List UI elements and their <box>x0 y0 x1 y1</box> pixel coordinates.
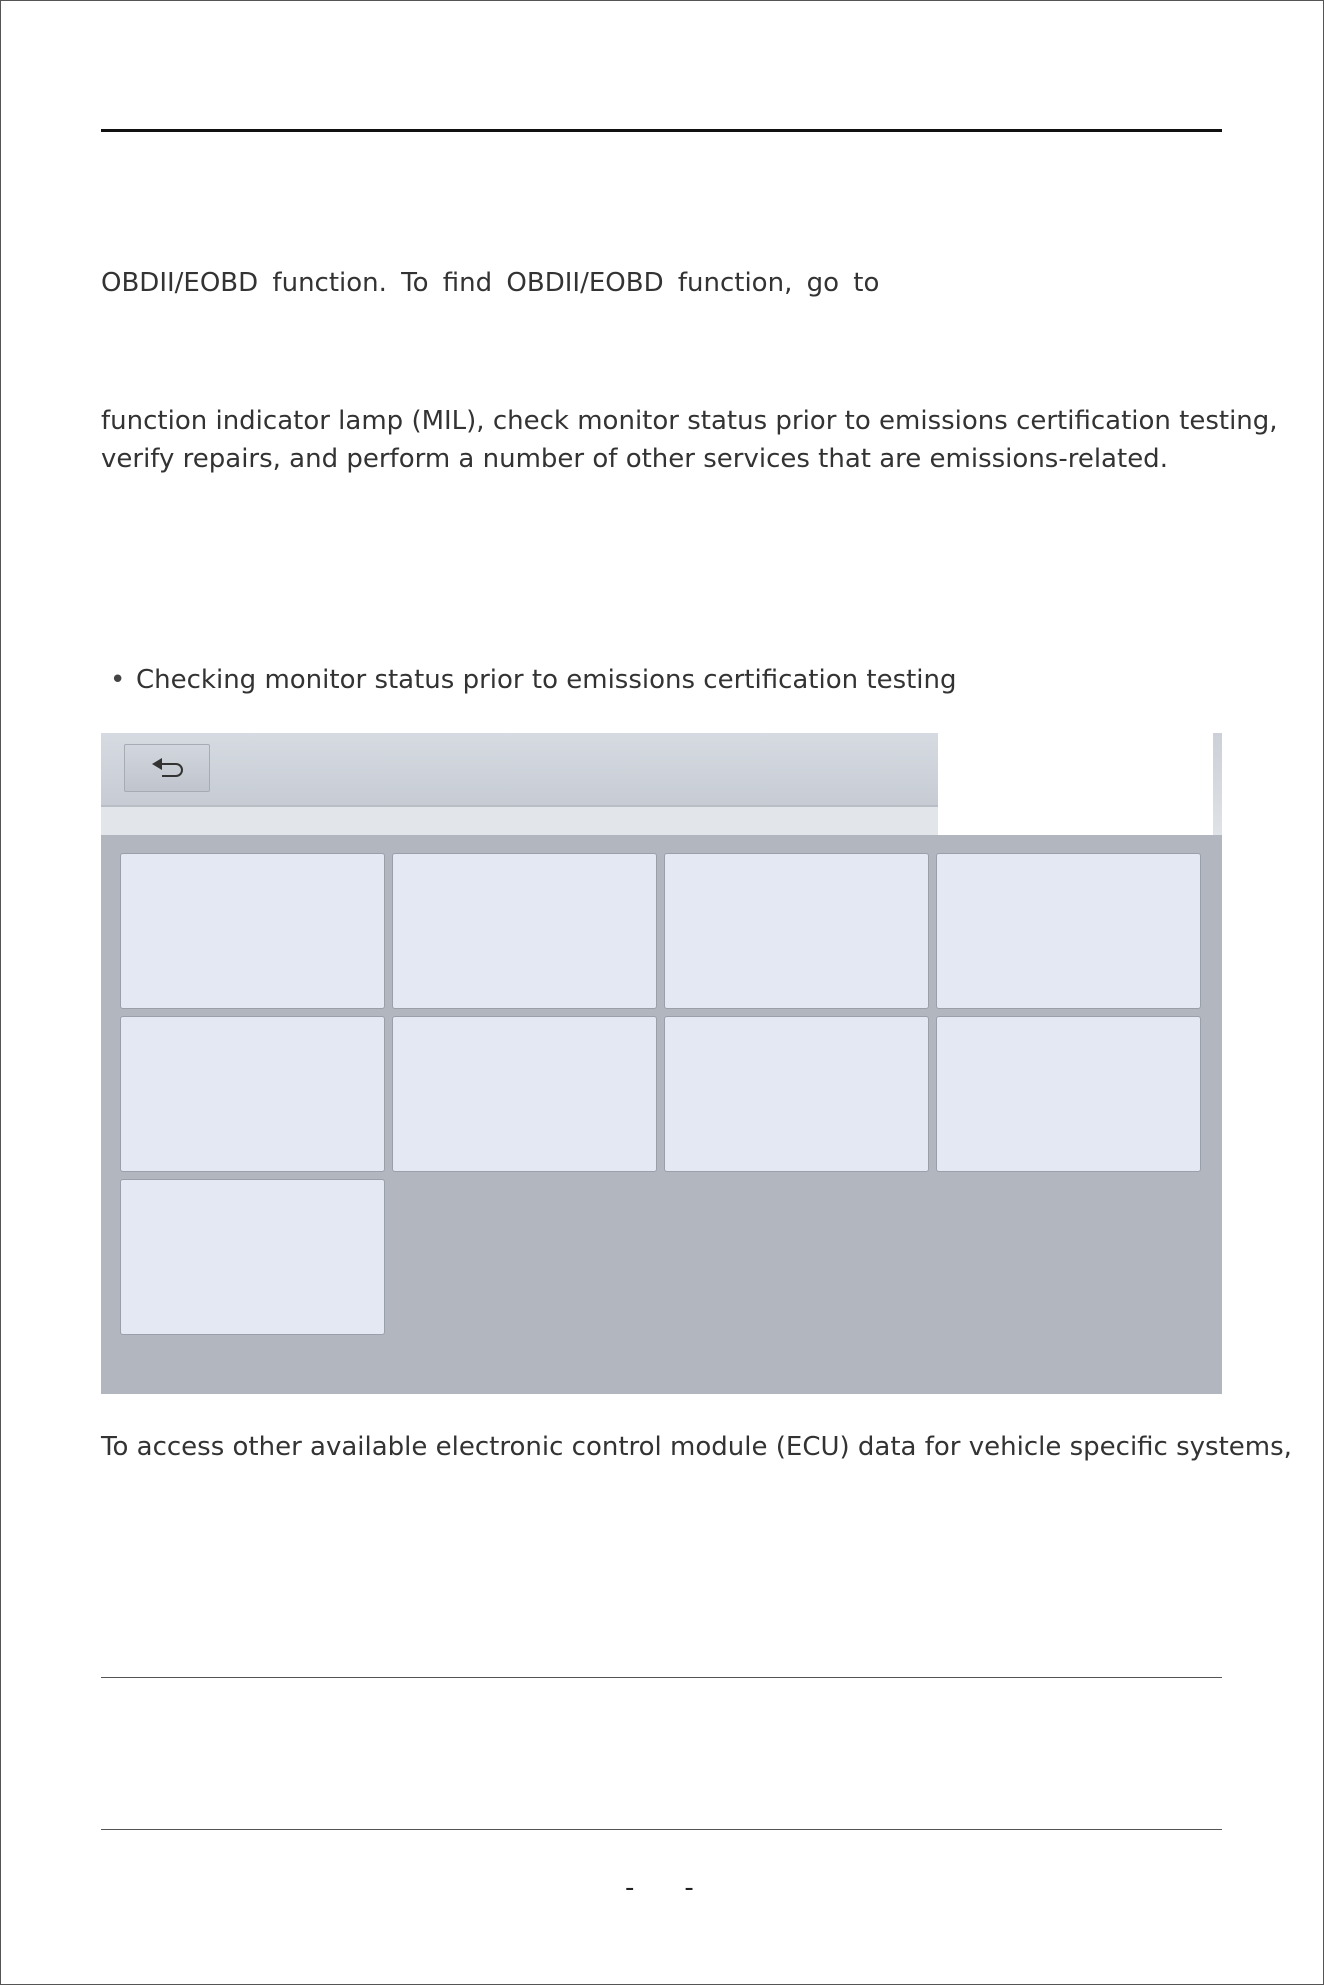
bullet-text: Checking monitor status prior to emissions certification testing <box>136 665 957 695</box>
screenshot-toolbar <box>101 733 938 807</box>
screenshot-subbar <box>101 807 938 835</box>
function-tile-1[interactable] <box>120 853 385 1009</box>
footer-rule-1 <box>101 1677 1222 1678</box>
function-tile-5[interactable] <box>120 1016 385 1172</box>
function-tile-2[interactable] <box>392 853 657 1009</box>
function-tile-4[interactable] <box>936 853 1201 1009</box>
function-tile-8[interactable] <box>936 1016 1201 1172</box>
bullet-item <box>110 661 957 699</box>
intro-line: OBDII/EOBD function. To find OBDII/EOBD function, go to <box>101 268 880 298</box>
footer-rule-2 <box>101 1829 1222 1830</box>
page-number-right-mark: - <box>684 1873 694 1903</box>
function-menu-screenshot <box>101 733 1222 1394</box>
page-number <box>625 1873 694 1903</box>
page-number-left-mark: - <box>625 1873 635 1903</box>
function-tile-grid <box>101 835 1222 1394</box>
bullet-marker: • <box>110 665 126 695</box>
return-arrow-icon <box>150 756 186 782</box>
function-tile-6[interactable] <box>392 1016 657 1172</box>
function-tile-3[interactable] <box>664 853 929 1009</box>
function-tile-7[interactable] <box>664 1016 929 1172</box>
back-button[interactable] <box>124 744 210 792</box>
function-tile-9[interactable] <box>120 1179 385 1335</box>
header-rule <box>101 129 1222 132</box>
paragraph-line-1: function indicator lamp (MIL), check monitor status prior to emissions certification testing, <box>101 406 1278 436</box>
outro-line: To access other available electronic control module (ECU) data for vehicle specific systems, <box>101 1432 1292 1462</box>
screenshot-side-strip <box>1213 733 1222 835</box>
paragraph-line-2: verify repairs, and perform a number of other services that are emissions-related. <box>101 444 1168 474</box>
